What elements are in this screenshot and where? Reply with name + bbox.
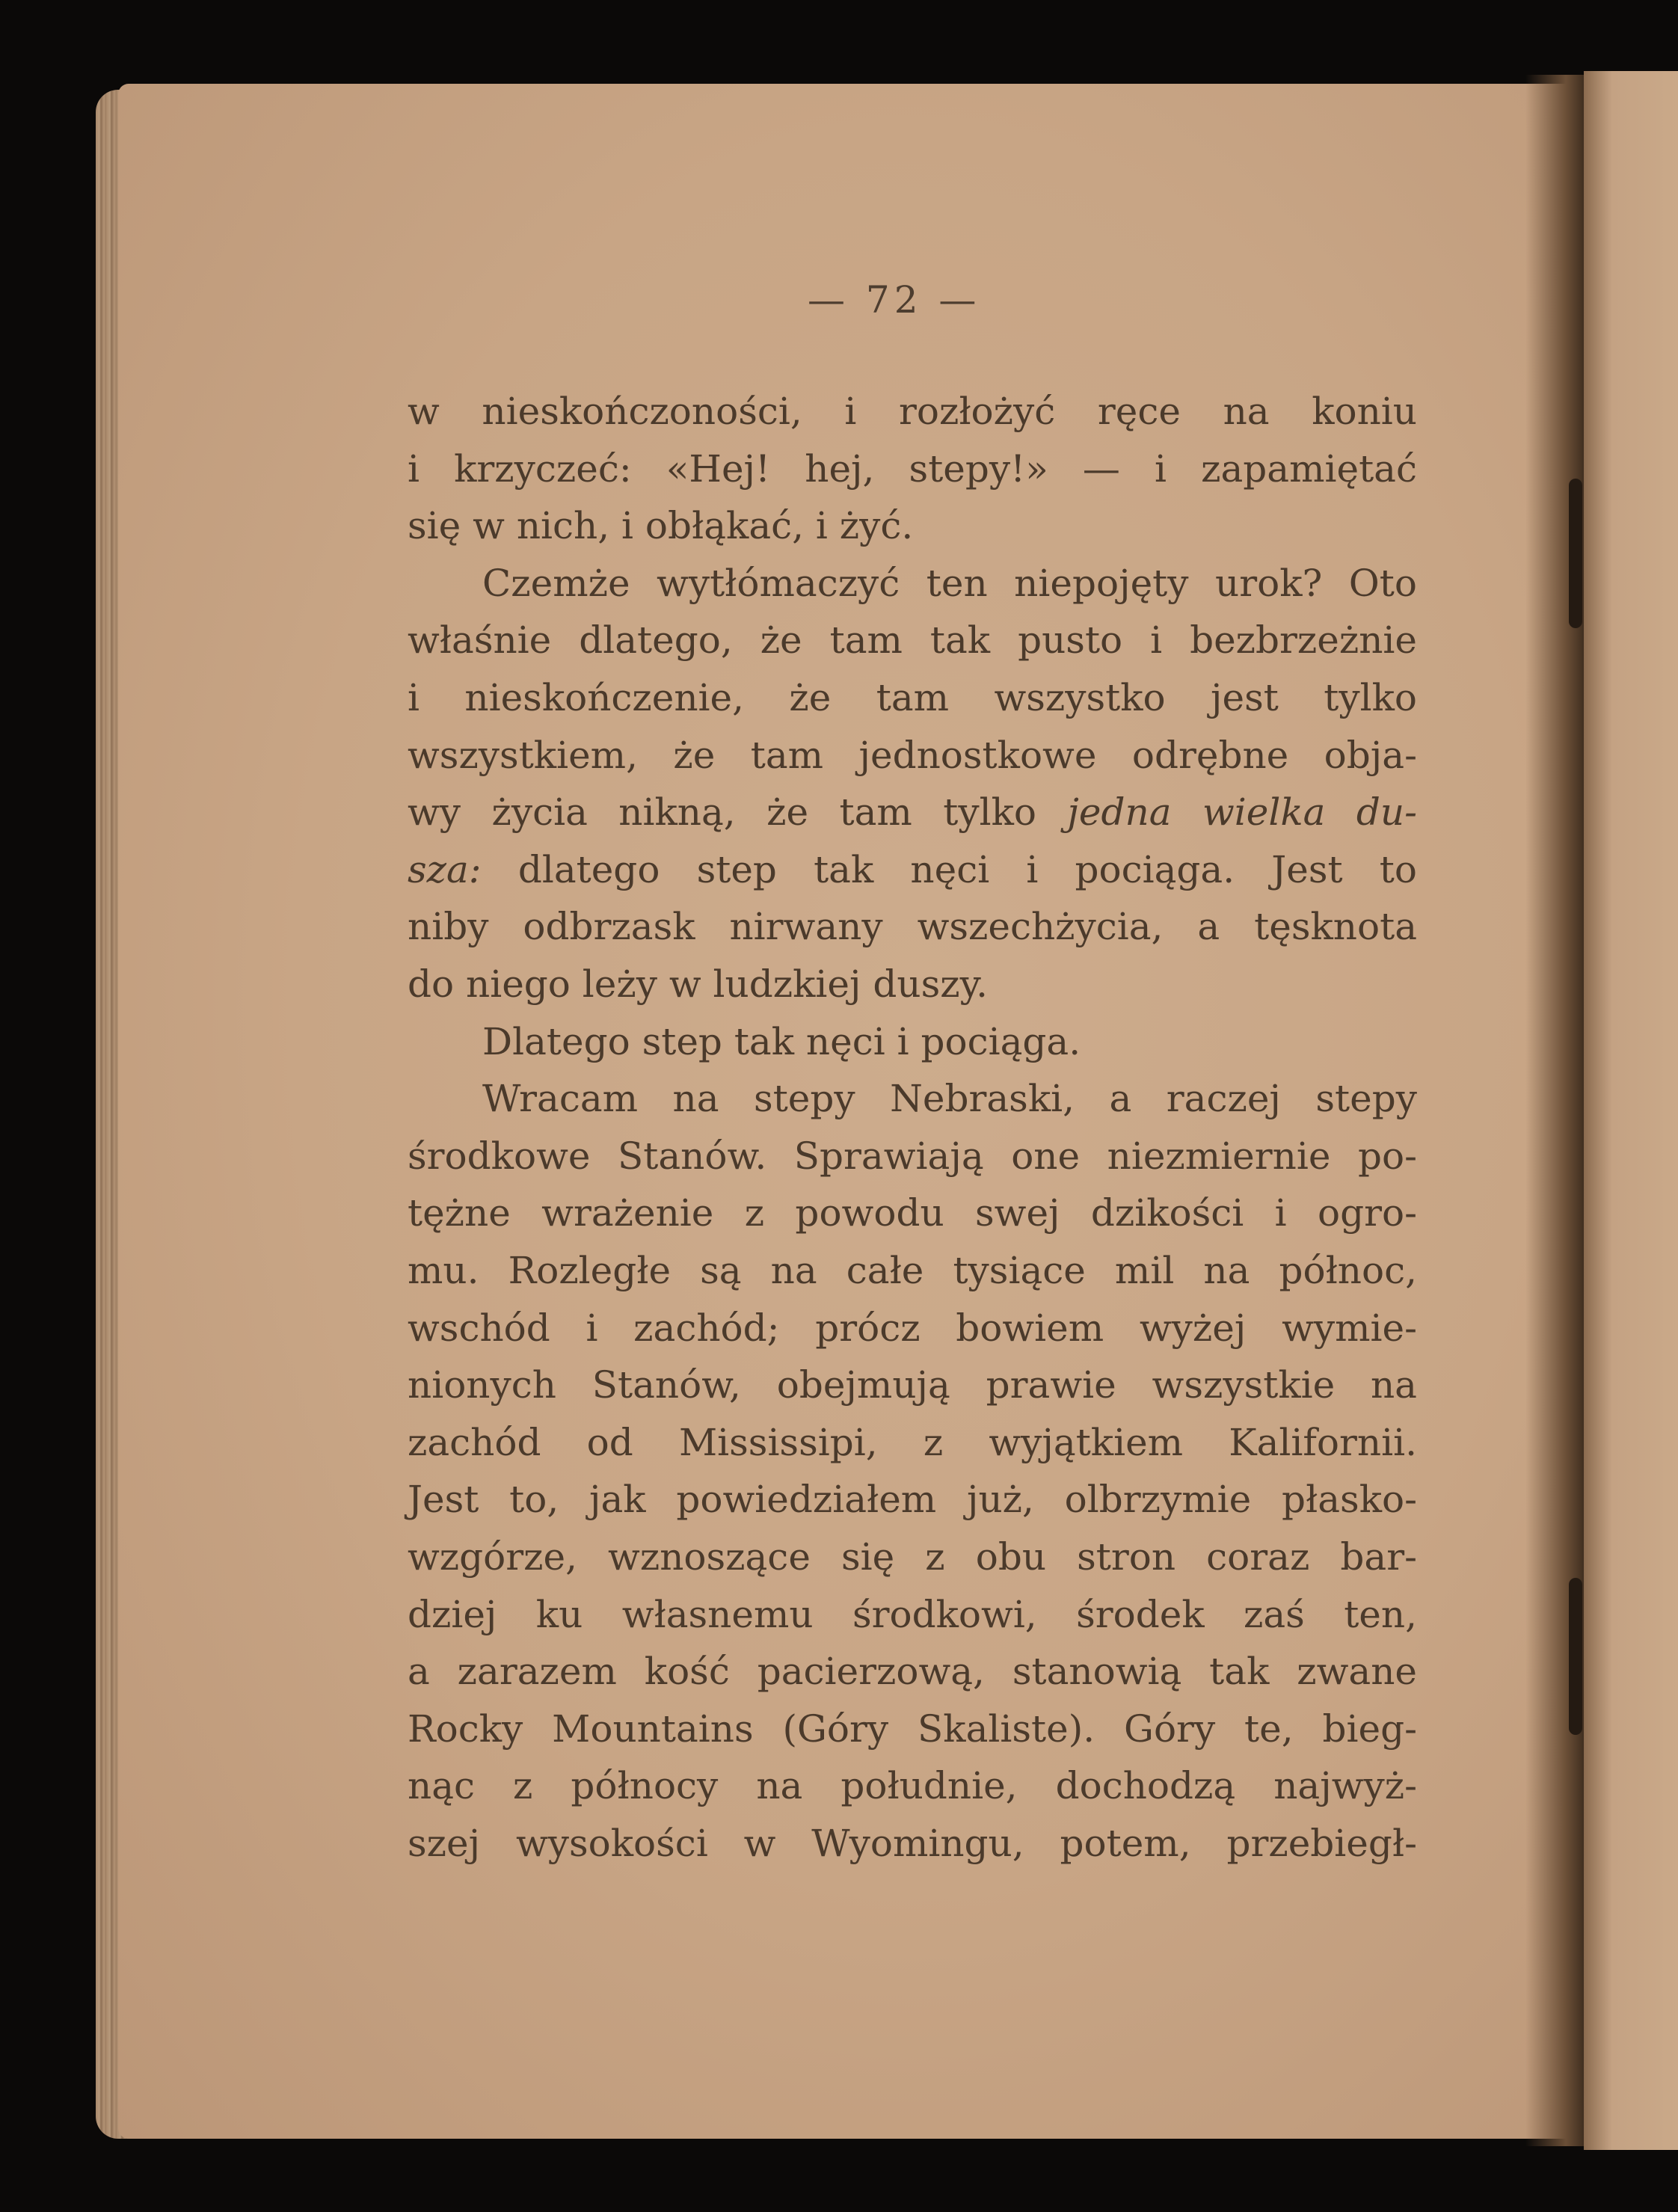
- text-segment: dlatego step tak nęci i pociąga. Jest to: [481, 847, 1417, 891]
- text-line: [408, 784, 1417, 841]
- book-gutter: [1525, 75, 1593, 2146]
- facing-page-edge: [1584, 71, 1678, 2150]
- text-line: [408, 841, 1417, 898]
- text-line: Rocky Mountains (Góry Skaliste). Góry te, bieg-: [408, 1706, 1417, 1751]
- text-line: wszystkiem, że tam jednostkowe odrębne obja-: [408, 733, 1417, 777]
- text-line: w nieskończoności, i rozłożyć ręce na koniu: [408, 390, 1417, 433]
- text-line: tężne wrażenie z powodu swej dzikości i ogro-: [408, 1191, 1417, 1235]
- text-line: nąc z północy na południe, dochodzą najwyż-: [408, 1764, 1417, 1808]
- text-line: Czemże wytłómaczyć ten niepojęty urok? Oto: [482, 561, 1417, 605]
- text-segment: wy życia nikną, że tam tylko: [408, 790, 1068, 835]
- italic-emphasis: sza:: [408, 847, 482, 891]
- text-line: zachód od Mississipi, z wyjątkiem Kalifornii.: [408, 1420, 1417, 1464]
- text-line: wzgórze, wznoszące się z obu stron coraz bar-: [408, 1535, 1417, 1579]
- text-line: nionych Stanów, obejmują prawie wszystkie na: [408, 1363, 1417, 1407]
- text-line: do niego leży w ludzkiej duszy.: [408, 962, 989, 1006]
- text-line: a zarazem kość pacierzową, stanowią tak zwane: [408, 1650, 1417, 1694]
- text-line: szej wysokości w Wyomingu, potem, przebiegł-: [408, 1822, 1417, 1865]
- text-line: wschód i zachód; prócz bowiem wyżej wymie-: [408, 1306, 1417, 1350]
- page-number: — 72 —: [808, 278, 981, 322]
- text-line: niby odbrzask nirwany wszechżycia, a tęsknota: [408, 905, 1417, 949]
- text-line: Wracam na stepy Nebraski, a raczej stepy: [482, 1077, 1417, 1121]
- text-line: dziej ku własnemu środkowi, środek zaś ten,: [408, 1592, 1417, 1636]
- text-line: i krzyczeć: «Hej! hej, stepy!» — i zapamiętać: [408, 446, 1417, 491]
- text-line: właśnie dlatego, że tam tak pusto i bezbrzeżnie: [408, 618, 1417, 663]
- binding-thread: [1569, 1578, 1582, 1735]
- text-line: się w nich, i obłąkać, i żyć.: [408, 504, 914, 548]
- binding-thread: [1569, 479, 1582, 628]
- text-line: mu. Rozległe są na całe tysiące mil na północ,: [408, 1249, 1417, 1292]
- text-line: środkowe Stanów. Sprawiają one niezmiernie po-: [408, 1134, 1417, 1178]
- text-line: i nieskończenie, że tam wszystko jest tylko: [408, 676, 1417, 719]
- italic-emphasis: jedna wielka du-: [1067, 790, 1417, 835]
- text-line: Dlatego step tak nęci i pociąga.: [482, 1019, 1081, 1063]
- text-line: Jest to, jak powiedziałem już, olbrzymie płasko-: [408, 1478, 1417, 1522]
